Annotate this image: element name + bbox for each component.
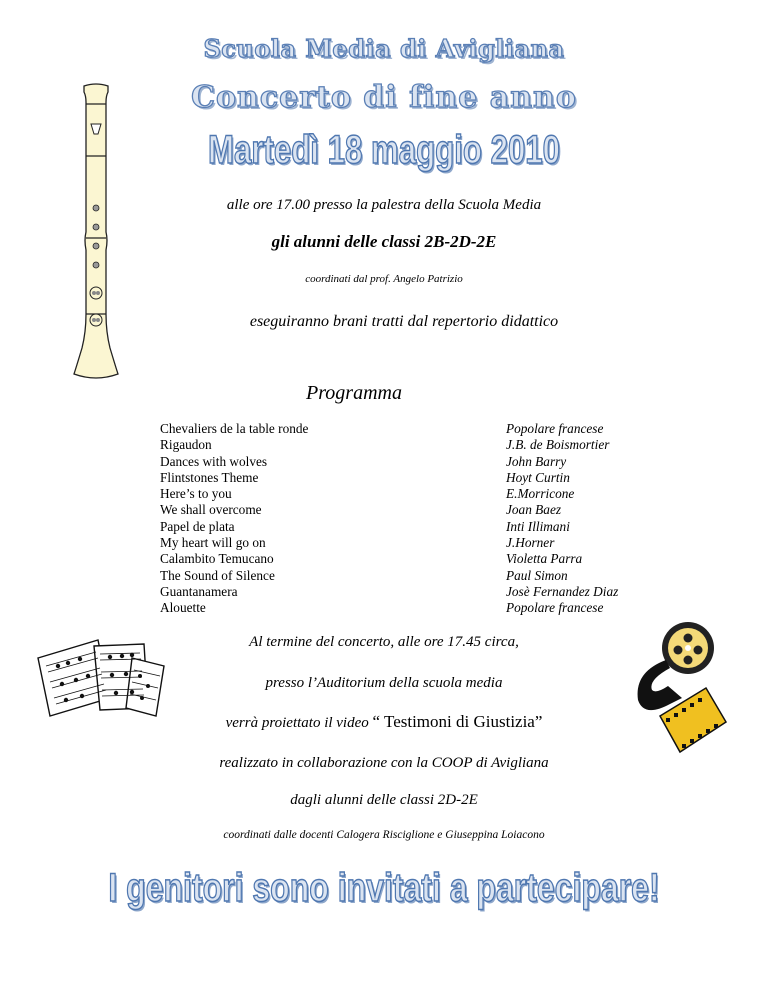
song-author: J.B. de Boismortier xyxy=(506,437,610,453)
concert-title: Concerto di fine anno xyxy=(191,80,577,115)
song-author: Joan Baez xyxy=(506,502,562,518)
activity-line: eseguiranno brani tratti dal repertorio didattico xyxy=(249,313,559,330)
song-author: John Barry xyxy=(506,453,567,469)
video-title: “ Testimoni di Giustizia” xyxy=(372,712,543,731)
song-title: Flintstones Theme xyxy=(160,469,259,485)
song-title: Dances with wolves xyxy=(160,453,268,469)
song-title: We shall overcome xyxy=(160,502,262,518)
performers-line: gli alunni delle classi 2B-2D-2E xyxy=(271,232,497,251)
song-author: Hoyt Curtin xyxy=(506,469,570,485)
song-title: My heart will go on xyxy=(160,535,266,551)
time-place-line: alle ore 17.00 presso la palestra della Scuola Media xyxy=(226,197,542,213)
song-author: Inti Illimani xyxy=(506,518,570,534)
teachers-line: coordinati dalle docenti Calogera Risciglione e Giuseppina Loiacono xyxy=(223,829,545,841)
song-title: The Sound of Silence xyxy=(160,567,275,583)
song-author: Josè Fernandez Diaz xyxy=(506,583,619,599)
song-author: Popolare francese xyxy=(506,600,604,616)
school-title: Scuola Media di Avigliana xyxy=(203,34,565,63)
song-title: Calambito Temucano xyxy=(160,551,274,567)
concert-date: Martedì 18 maggio 2010 xyxy=(207,128,560,172)
song-author: Popolare francese xyxy=(506,421,604,436)
program-title: Programma xyxy=(306,382,402,404)
parents-invitation: I genitori sono invitati a partecipare! xyxy=(108,866,660,910)
song-author: E.Morricone xyxy=(506,486,575,502)
coordinator-line: coordinati dal prof. Angelo Patrizio xyxy=(305,273,463,285)
song-list xyxy=(160,421,308,617)
screening-time-line: Al termine del concerto, alle ore 17.45 circa, xyxy=(249,634,519,650)
song-author: J.Horner xyxy=(506,535,555,551)
classes-line: dagli alunni delle classi 2D-2E xyxy=(290,792,478,808)
song-title: Chevaliers de la table ronde xyxy=(160,421,309,436)
author-list xyxy=(506,421,618,617)
song-title: Papel de plata xyxy=(160,518,235,534)
screening-video-line xyxy=(0,712,768,732)
song-author: Violetta Parra xyxy=(506,551,583,567)
song-title: Guantanamera xyxy=(160,583,238,599)
song-title: Rigaudon xyxy=(160,437,212,453)
video-prefix: verrà proiettato il video xyxy=(225,715,369,731)
song-title: Alouette xyxy=(160,600,206,616)
song-author: Paul Simon xyxy=(506,567,568,583)
song-title: Here’s to you xyxy=(160,486,232,502)
collaboration-line: realizzato in collaborazione con la COOP di Avigliana xyxy=(219,755,549,771)
screening-place-line: presso l’Auditorium della scuola media xyxy=(265,675,503,691)
